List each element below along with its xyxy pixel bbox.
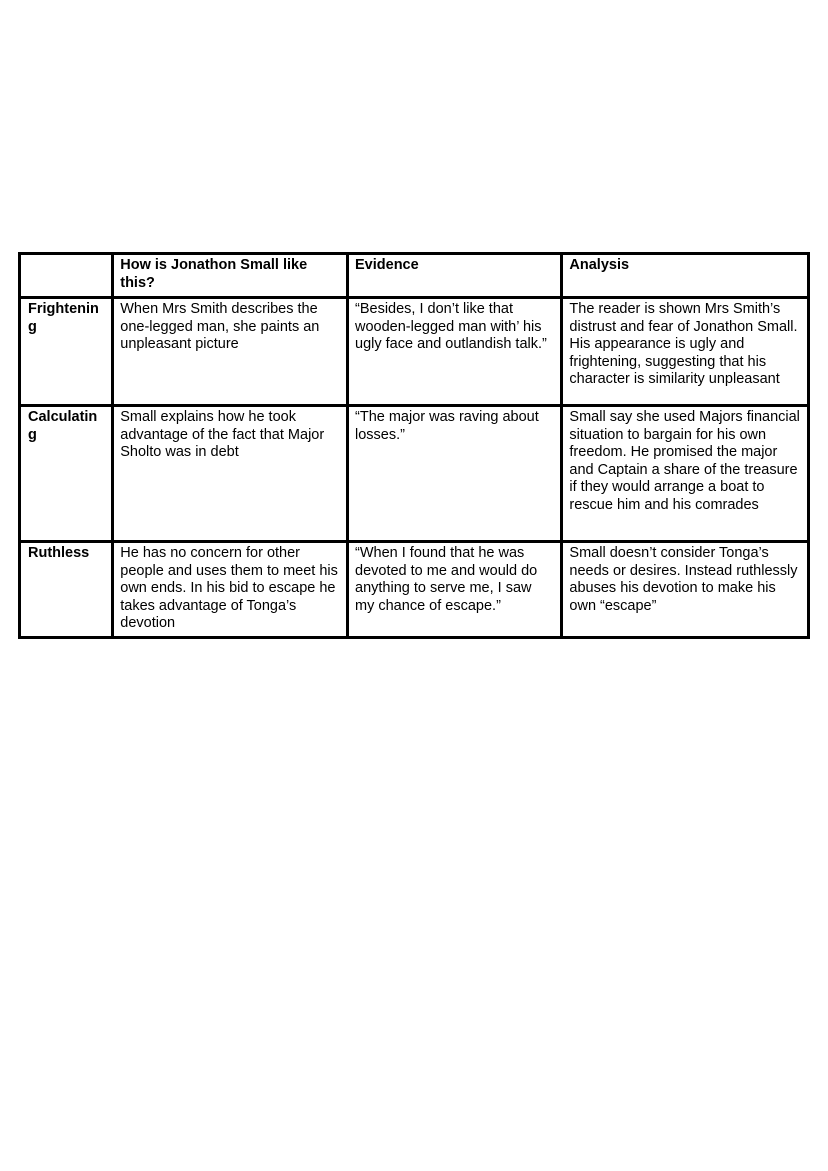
analysis-cell: Small say she used Majors financial situation to bargain for his own freedom. He promised the major and Captain a share of the treasure if they would arrange a boat to rescue him and his comrades <box>562 406 809 542</box>
evidence-cell: “When I found that he was devoted to me and would do anything to serve me, I saw my chance of escape.” <box>348 542 562 638</box>
analysis-cell: The reader is shown Mrs Smith’s distrust and fear of Jonathon Small. His appearance is ugly and frightening, suggesting that his character is similarity unpleasant <box>562 298 809 406</box>
table-header-row <box>20 254 809 298</box>
trait-cell: Ruthless <box>20 542 113 638</box>
table-row <box>20 542 809 638</box>
table-row <box>20 406 809 542</box>
header-cell-trait <box>20 254 113 298</box>
how-cell: When Mrs Smith describes the one-legged man, she paints an unpleasant picture <box>113 298 348 406</box>
trait-cell: Frightening <box>20 298 113 406</box>
how-cell: He has no concern for other people and uses them to meet his own ends. In his bid to escape he takes advantage of Tonga’s devotion <box>113 542 348 638</box>
evidence-cell: “The major was raving about losses.” <box>348 406 562 542</box>
character-analysis-table <box>18 252 810 639</box>
header-cell-how: How is Jonathon Small like this? <box>113 254 348 298</box>
evidence-cell: “Besides, I don’t like that wooden-legged man with’ his ugly face and outlandish talk.” <box>348 298 562 406</box>
header-cell-analysis: Analysis <box>562 254 809 298</box>
character-table-container <box>18 252 810 639</box>
trait-cell: Calculating <box>20 406 113 542</box>
how-cell: Small explains how he took advantage of the fact that Major Sholto was in debt <box>113 406 348 542</box>
table-row <box>20 298 809 406</box>
analysis-cell: Small doesn’t consider Tonga’s needs or desires. Instead ruthlessly abuses his devotion to make his own “escape” <box>562 542 809 638</box>
header-cell-evidence: Evidence <box>348 254 562 298</box>
